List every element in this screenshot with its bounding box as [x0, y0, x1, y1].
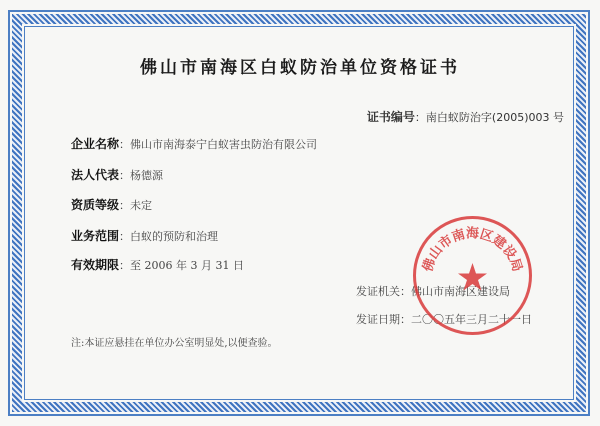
field-value: ：至 2006 年 3 月 31 日 [119, 259, 244, 272]
field-label: 业务范围 [71, 229, 120, 243]
issuing-authority: 发证机关：佛山市南海区建设局 [356, 285, 510, 298]
company-name-row [71, 135, 317, 152]
field-label: 企业名称 [71, 137, 120, 151]
validity-row [71, 256, 244, 273]
field-value: ：佛山市南海泰宁白蚁害虫防治有限公司 [119, 138, 318, 151]
certificate-number [367, 108, 564, 125]
certificate-title: 佛山市南海区白蚁防治单位资格证书 [140, 58, 460, 78]
certificate-number-value: ：南白蚁防治字(2005)003 号 [414, 111, 564, 124]
issue-date: 发证日期：二〇〇五年三月二十一日 [356, 313, 532, 326]
field-label: 法人代表 [71, 168, 120, 182]
field-value: ：杨德源 [119, 169, 164, 182]
business-scope-row [71, 227, 218, 244]
qualification-row [71, 196, 152, 213]
legal-rep-row [71, 166, 163, 183]
seal-star-icon [458, 263, 487, 291]
official-seal [410, 213, 535, 338]
footnote: 注:本证应悬挂在单位办公室明显处,以便查验。 [71, 338, 278, 349]
field-label: 有效期限 [71, 258, 120, 272]
certificate-number-label: 证书编号 [366, 110, 415, 124]
seal-text: 佛山市南海区建设局 [420, 226, 525, 274]
field-value: ：未定 [119, 199, 153, 212]
field-label: 资质等级 [71, 198, 120, 212]
field-value: ：白蚁的预防和治理 [119, 230, 219, 243]
